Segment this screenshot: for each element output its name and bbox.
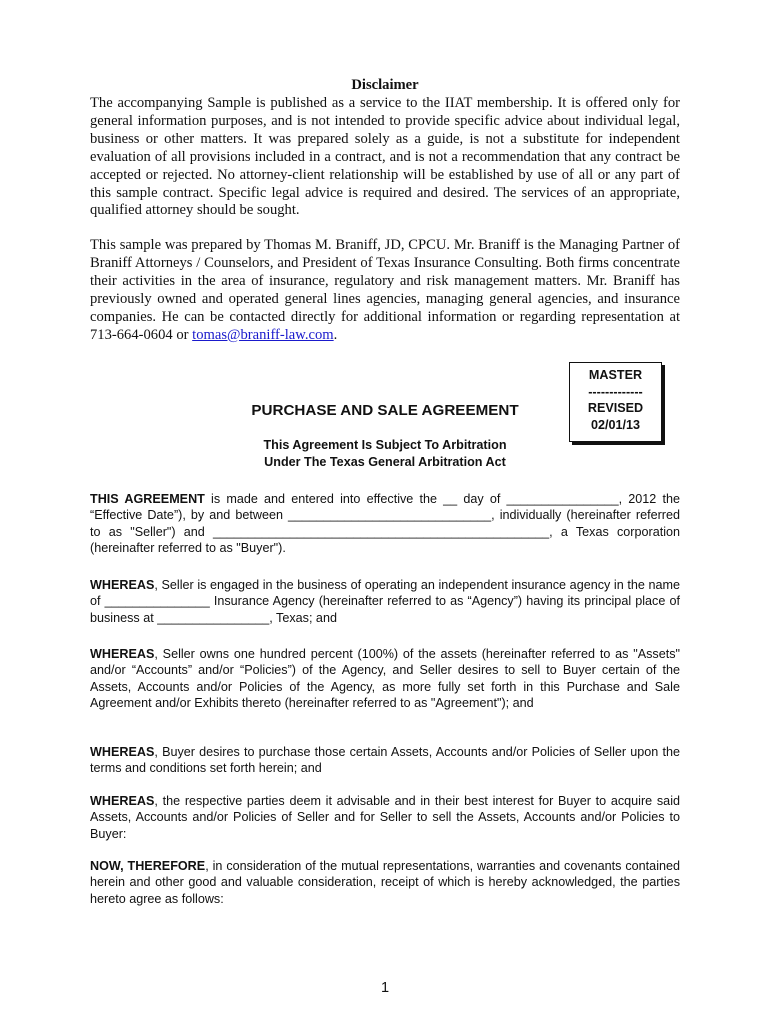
whereas-paragraph xyxy=(90,793,680,842)
paragraph-text: is made and entered into effective the __ day of ________________, 2012 the “Effective Date”), by and between _____________________________, individually (hereinafter referred to as "Seller") and ________________________________________________, a Texas corporation (hereinafter referred to as "Buyer"). xyxy=(90,492,680,555)
paragraph-lead: WHEREAS xyxy=(90,647,155,661)
arbitration-subtitle: This Agreement Is Subject To Arbitration xyxy=(263,438,507,452)
paragraph-lead: WHEREAS xyxy=(90,578,155,592)
agreement-title: PURCHASE AND SALE AGREEMENT xyxy=(251,402,519,419)
now-therefore-paragraph xyxy=(90,858,680,907)
paragraph-lead: NOW, THEREFORE xyxy=(90,859,206,873)
email-link[interactable]: tomas@braniff-law.com xyxy=(192,326,334,343)
paragraph-lead: WHEREAS xyxy=(90,745,155,759)
stamp-master: MASTER xyxy=(588,368,643,382)
stamp-revised: REVISED xyxy=(587,401,644,415)
paragraph-lead: THIS AGREEMENT xyxy=(90,492,205,506)
disclaimer-title: Disclaimer xyxy=(351,77,419,93)
author-text-end: . xyxy=(333,326,338,343)
paragraph-text: , the respective parties deem it advisable and in their best interest for Buyer to acquire said Assets, Accounts and/or Policies of Seller and for Seller to sell the Assets, Accounts and/or Policies to Buyer: xyxy=(90,794,680,841)
whereas-paragraph xyxy=(90,577,680,626)
paragraph-text: , Seller is engaged in the business of operating an independent insurance agency in the name of _______________ Insurance Agency (hereinafter referred to as “Agency”) having its principal place of business at ________________, Texas; and xyxy=(90,578,680,625)
arbitration-subtitle-act: Under The Texas General Arbitration Act xyxy=(264,455,506,469)
page-number: 1 xyxy=(380,980,390,996)
stamp-date: 02/01/13 xyxy=(590,417,641,432)
stamp-divider: ------------- xyxy=(588,384,643,399)
paragraph-text: , Seller owns one hundred percent (100%) of the assets (hereinafter referred to as "Assets" and/or “Accounts” and/or “Policies”) of the Agency, and Seller desires to sell to Buyer certain of the Assets, Accounts and/or Policies of the Agency, as more fully set forth in this Purchase and Sale Agreement and/or Exhibits thereto (hereinafter referred to as "Agreement"); and xyxy=(90,647,680,710)
author-text: This sample was prepared by Thomas M. Braniff, JD, CPCU. Mr. Braniff is the Managing Partner of Braniff Attorneys / Counselors, and President of Texas Insurance Consulting. Both firms concentrate their activities in the area of insurance, regulatory and risk management matters. Mr. Braniff has previously owned and operated general lines agencies, managing general agencies, and insurance companies. He can be contacted directly for additional information or regarding representation at 713-664-0604 or xyxy=(90,237,680,343)
disclaimer-paragraph: The accompanying Sample is published as a service to the IIAT membership. It is offered only for general information purposes, and is not intended to provide specific advice about individual legal, business or other matters. It was prepared solely as a guide, is not a substitute for independent evaluation of all provisions included in a contract, and is not a recommendation that any contract be accepted or rejected. No attorney-client relationship will be established by use of all or any part of this sample contract. Specific legal advice is required and desired. The services of an appropriate, qualified attorney should be sought. xyxy=(90,95,680,219)
revision-stamp xyxy=(569,362,662,442)
paragraph-text: , Buyer desires to purchase those certain Assets, Accounts and/or Policies of Seller upon the terms and conditions set forth herein; and xyxy=(90,745,680,776)
whereas-paragraph xyxy=(90,744,680,777)
paragraph-lead: WHEREAS xyxy=(90,794,155,808)
agreement-intro-paragraph xyxy=(90,491,680,556)
whereas-paragraph xyxy=(90,646,680,711)
author-paragraph xyxy=(90,237,680,344)
paragraph-text: , in consideration of the mutual representations, warranties and covenants contained herein and other good and valuable consideration, receipt of which is hereby acknowledged, the parties hereto agree as follows: xyxy=(90,859,680,906)
